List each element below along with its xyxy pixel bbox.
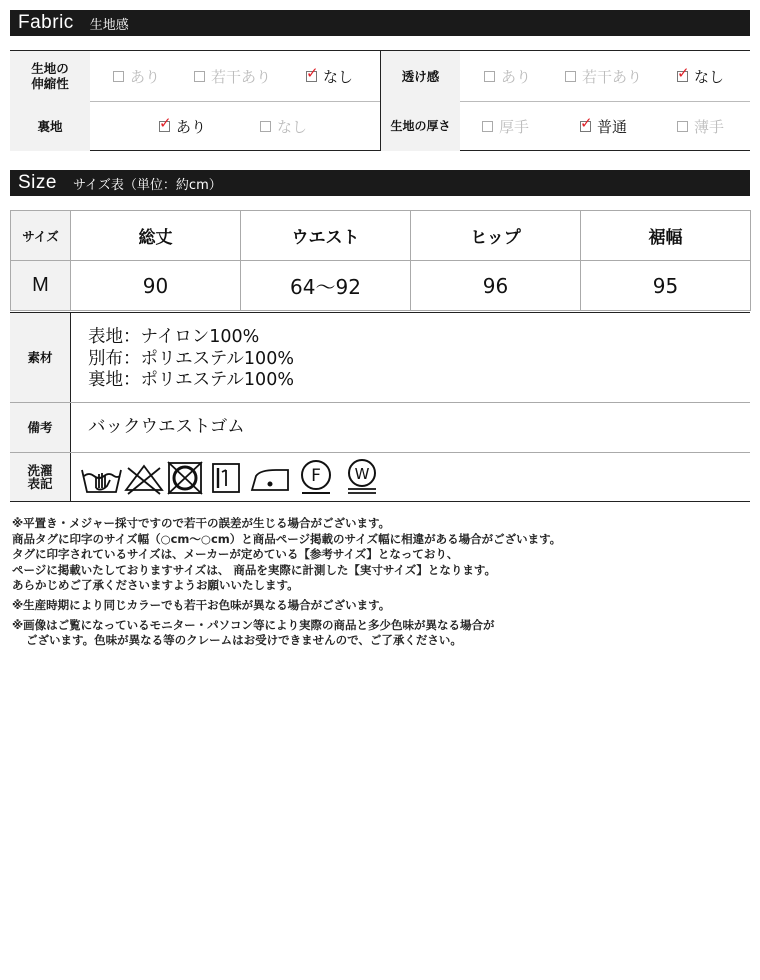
size-title: Size [18,172,57,193]
material-values [88,313,750,390]
fabric-header [10,10,750,36]
option-label: 普通 [597,117,628,136]
size-table [10,210,751,311]
size-table-header-row [11,211,751,261]
remarks-label: 備考 [10,403,71,452]
care-symbols [80,458,400,496]
checkbox-icon [159,113,172,132]
line-dry-icon [213,464,239,492]
fabric-title: Fabric [18,12,74,33]
sheerness-option-slight[interactable] [565,51,642,101]
note-line: タグに印字されているサイズは、メーカーが定めている【参考サイズ】となっており、 [12,547,459,562]
size-subtitle: サイズ表（単位：約cm） [72,177,222,193]
stretch-option-yes[interactable] [113,51,160,101]
dry-clean-f-icon [302,461,330,493]
checkbox-icon [484,71,495,82]
fabric-divider [380,51,381,150]
wet-clean-letter: W [354,465,370,483]
option-label: なし [694,67,725,86]
washing-label-line1: 洗濯 [27,463,53,478]
washing-row [10,453,750,501]
remarks-row [10,403,750,453]
hem-width-cell: 95 [581,261,751,311]
sheerness-option-no[interactable] [677,51,724,101]
note-line: ございます。色味が異なる等のクレームはお受けできませんので、ご了承ください。 [26,633,462,648]
stretch-option-no[interactable] [306,51,353,101]
checkbox-icon [306,63,319,82]
size-cell: M [11,261,71,311]
washing-label [10,453,71,501]
checkbox-icon [482,121,493,132]
check-mark-icon: ✓ [677,63,690,82]
stretch-label-line2: 伸縮性 [31,76,69,91]
hem-width-header: 裾幅 [581,211,751,261]
check-mark-icon: ✓ [159,113,172,132]
stretch-label [10,51,90,101]
note-line: ※平置き・メジャー採寸ですので若干の誤差が生じる場合がございます。 [12,516,391,530]
waist-header: ウエスト [241,211,411,261]
total-length-header: 総丈 [71,211,241,261]
option-label: あり [501,67,532,86]
lining-option-no[interactable] [260,101,307,151]
checkbox-icon [565,71,576,82]
material-row [10,313,750,403]
option-label: 厚手 [499,117,530,136]
thickness-option-thick[interactable] [482,101,529,151]
sheerness-label: 透け感 [381,51,460,101]
dry-clean-letter: F [311,466,321,486]
washing-label-line2: 表記 [27,476,53,491]
note-line: ※画像はご覧になっているモニター・パソコン等により実際の商品と多少色味が異なる場合が [12,617,495,632]
checkbox-icon [677,63,690,82]
checkbox-icon [194,71,205,82]
material-line: 裏地：ポリエステル100% [88,370,294,390]
checkbox-icon [260,121,271,132]
hip-header: ヒップ [411,211,581,261]
note-line: 商品タグに印字のサイズ幅（○cm〜○cm）と商品ページ掲載のサイズ幅に相違がある場合がございます。 [12,531,562,546]
remarks-value: バックウエストゴム [88,417,245,437]
checkbox-icon [677,121,688,132]
checkbox-icon [113,71,124,82]
no-tumble-dry-icon [168,462,202,494]
thickness-option-normal[interactable] [580,101,627,151]
note-line: ページに掲載いたしておりますサイズは、 商品を実際に計測した【実寸サイズ】となります。 [12,562,497,577]
note-line: あらかじめご了承くださいますようお願いいたします。 [12,578,299,593]
stretch-label-line1: 生地の [31,61,69,76]
option-label: あり [176,117,207,136]
thickness-label: 生地の厚さ [381,101,460,151]
disclaimer-notes [12,516,561,649]
option-label: なし [323,67,354,86]
check-mark-icon: ✓ [306,63,319,82]
stretch-option-slight[interactable] [194,51,271,101]
no-bleach-icon [126,466,162,494]
hip-cell: 96 [411,261,581,311]
option-label: 若干あり [211,67,272,86]
sheerness-option-yes[interactable] [484,51,531,101]
table-row [11,261,751,311]
fabric-table [10,50,750,151]
product-info [10,312,750,502]
lining-label: 裏地 [10,101,90,151]
low-iron-icon [252,470,288,490]
hand-wash-icon [82,470,121,492]
note-line: ※生産時期により同じカラーでも若干お色味が異なる場合がございます。 [12,597,391,612]
waist-cell: 64〜92 [241,261,411,311]
option-label: なし [277,117,308,136]
material-line: 別布：ポリエステル100% [88,348,294,369]
size-column-header: サイズ [11,211,71,261]
material-line: 表地：ナイロン100% [88,327,260,347]
total-length-cell: 90 [71,261,241,311]
checkbox-icon [580,113,593,132]
option-label: 若干あり [582,67,643,86]
size-header [10,170,750,196]
material-label: 素材 [10,313,71,402]
option-label: 薄手 [694,117,725,136]
fabric-subtitle: 生地感 [89,17,129,33]
thickness-option-thin[interactable] [677,101,724,151]
option-label: あり [130,67,161,86]
check-mark-icon: ✓ [580,113,593,132]
wet-clean-w-icon [348,460,376,493]
lining-option-yes[interactable] [159,101,206,151]
